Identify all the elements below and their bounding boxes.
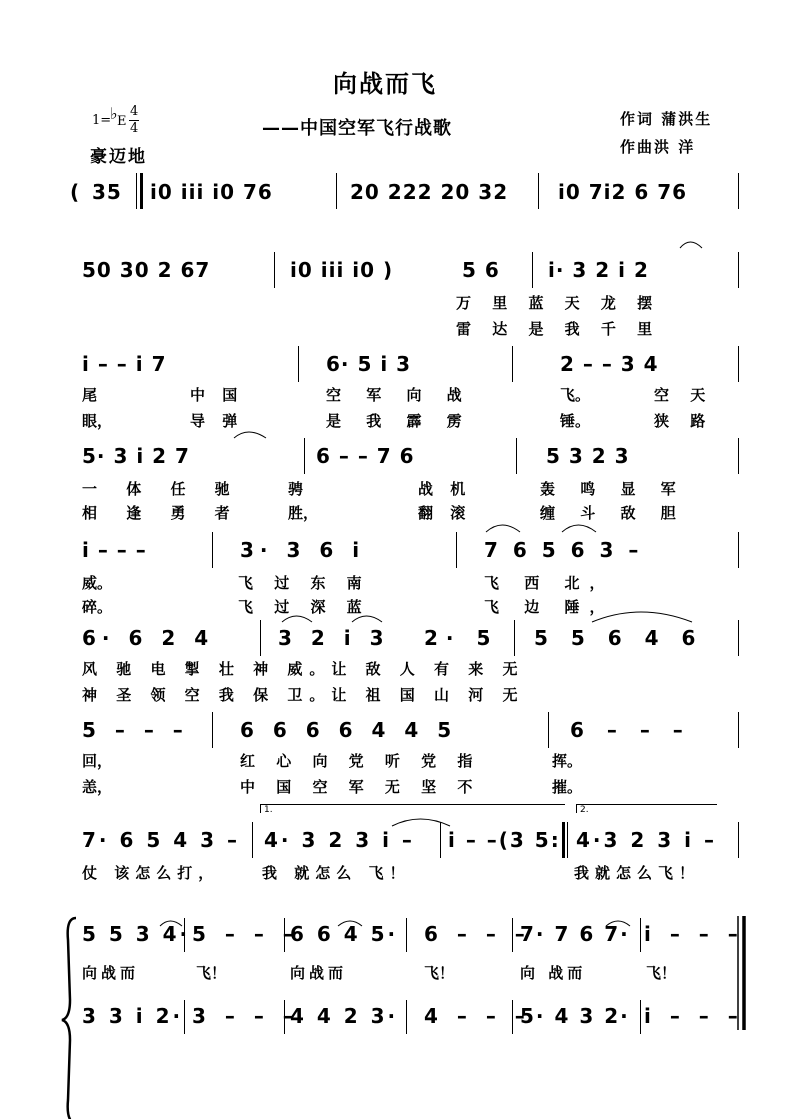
slur bbox=[392, 819, 450, 826]
measure: i0 iii i0 ) bbox=[290, 258, 394, 282]
measure-upper: 7· 7 6 7· bbox=[520, 922, 630, 946]
measure-lower: i – – – bbox=[644, 1004, 744, 1028]
lyric-verse-2: 胜， bbox=[288, 504, 319, 522]
measure: 4·3 2 3 i – bbox=[576, 828, 717, 852]
measure: 2· 5 bbox=[424, 626, 499, 650]
barline bbox=[284, 918, 285, 952]
lyric-verse-1: 空 天 bbox=[654, 386, 714, 404]
lyric-line: 飞！ bbox=[646, 964, 677, 982]
lyric-line: 仗 该怎么打， bbox=[82, 864, 220, 882]
barline bbox=[284, 1000, 285, 1034]
lyricist-credit: 作词 蒲洪生 bbox=[620, 110, 713, 128]
measure: 4· 3 2 3 i – bbox=[264, 828, 415, 852]
measure-lower: 5· 4 3 2· bbox=[520, 1004, 630, 1028]
measure: i· 3 2 i 2 bbox=[548, 258, 649, 282]
measure-lower: 3 3 i 2· bbox=[82, 1004, 184, 1028]
measure: 6· 6 2 4 bbox=[82, 626, 215, 650]
lyric-verse-2: 锤。 bbox=[560, 412, 591, 430]
measure: 7· 6 5 4 3 – bbox=[82, 828, 240, 852]
lyric-verse-2: 相 逢 勇 者 bbox=[82, 504, 242, 522]
lyric-verse-2: 导 弹 bbox=[190, 412, 244, 430]
measure: 5 3 2 3 bbox=[546, 444, 630, 468]
lyric-verse-2: 雷 达 是 我 千 里 bbox=[456, 320, 661, 338]
measure-upper: 5 – – – bbox=[192, 922, 299, 946]
volta-2-label: 2. bbox=[580, 805, 589, 815]
slur bbox=[486, 525, 520, 532]
measure: i0 iii i0 76 bbox=[150, 180, 273, 204]
measure: 6 – – 7 6 bbox=[316, 444, 415, 468]
barline bbox=[512, 1000, 513, 1034]
song-subtitle: ——中国空军飞行战歌 bbox=[262, 118, 452, 139]
measure: 7 6 5 6 3 – bbox=[484, 538, 643, 562]
composer-credit: 作曲洪 洋 bbox=[620, 138, 696, 156]
measure-upper: i – – – bbox=[644, 922, 744, 946]
measure: 3 2 i 3 bbox=[278, 626, 390, 650]
measure: i – – – bbox=[82, 538, 147, 562]
lyric-verse-2: 缠 斗 敌 胆 bbox=[540, 504, 686, 522]
lyric-verse-1: 回， bbox=[82, 752, 113, 770]
lyric-verse-1: 红 心 向 党 听 党 指 bbox=[240, 752, 481, 770]
lyric-line: 向 战而 bbox=[520, 964, 587, 982]
measure: 6 – – – bbox=[570, 718, 691, 742]
lyric-verse-2: 飞 过 深 蓝 bbox=[238, 598, 370, 616]
lyric-verse-1: 威。 bbox=[82, 574, 113, 592]
barline bbox=[406, 918, 407, 952]
lyric-verse-1: 尾 bbox=[82, 386, 98, 404]
lyric-verse-2: 碎。 bbox=[82, 598, 113, 616]
measure: 5· 3 i 2 7 bbox=[82, 444, 190, 468]
measure: 50 30 2 67 bbox=[82, 258, 211, 282]
key-label: 1= bbox=[92, 113, 112, 128]
lyric-verse-1: 飞 过 东 南 bbox=[238, 574, 370, 592]
measure: 2 – – 3 4 bbox=[560, 352, 659, 376]
lyric-verse-2: 中 国 空 军 无 坚 不 bbox=[240, 778, 481, 796]
lyric-verse-2: 恙， bbox=[82, 778, 113, 796]
measure: 6· 5 i 3 bbox=[326, 352, 412, 376]
lyric-line: 向战而 bbox=[82, 964, 140, 982]
lyric-line: 我 就怎么 飞！ bbox=[262, 864, 411, 882]
measure: 3· 3 6 i bbox=[240, 538, 366, 562]
measure-upper: 6 – – – bbox=[424, 922, 531, 946]
lyric-verse-1: 飞。 bbox=[560, 386, 591, 404]
slur bbox=[234, 432, 266, 438]
measure: i – – i 7 bbox=[82, 352, 167, 376]
measure: 20 222 20 32 bbox=[350, 180, 509, 204]
lyric-verse-2: 翻 滚 bbox=[418, 504, 472, 522]
measure: i – –(3 5: bbox=[448, 828, 561, 852]
slur bbox=[680, 242, 702, 248]
lyric-line: 飞！ bbox=[424, 964, 455, 982]
barline bbox=[640, 1000, 641, 1034]
lyric-line: 飞！ bbox=[196, 964, 227, 982]
measure: 6 6 6 6 4 4 5 bbox=[240, 718, 458, 742]
lyric-verse-1: 空 军 向 战 bbox=[326, 386, 472, 404]
lyric-line: 我就怎么飞！ bbox=[574, 864, 701, 882]
measure: 35 bbox=[92, 180, 122, 204]
intro-paren: ( bbox=[70, 180, 81, 204]
barline bbox=[406, 1000, 407, 1034]
lyric-verse-2: 摧。 bbox=[552, 778, 583, 796]
lyric-verse-2: 是 我 霹 雳 bbox=[326, 412, 472, 430]
system-brace bbox=[62, 918, 76, 1119]
measure-upper: 5 5 3 4· bbox=[82, 922, 191, 946]
song-title: 向战而飞 bbox=[333, 70, 437, 98]
measure: 5 6 bbox=[462, 258, 500, 282]
key-note: E bbox=[117, 114, 127, 129]
lyric-verse-2: 眼， bbox=[82, 412, 113, 430]
time-bottom: 4 bbox=[130, 121, 139, 136]
lyric-verse-1: 中 国 bbox=[190, 386, 244, 404]
measure-lower: 4 – – – bbox=[424, 1004, 531, 1028]
lyric-verse-1: 万 里 蓝 天 龙 摆 bbox=[456, 294, 661, 312]
measure: 5 5 6 4 6 bbox=[534, 626, 704, 650]
barline bbox=[184, 918, 185, 952]
barline bbox=[640, 918, 641, 952]
time-top: 4 bbox=[130, 104, 139, 119]
tempo-marking: 豪迈地 bbox=[90, 147, 147, 167]
barline bbox=[184, 1000, 185, 1034]
lyric-verse-2: 飞 边 陲， bbox=[484, 598, 615, 616]
measure: i0 7i2 6 76 bbox=[558, 180, 688, 204]
slur bbox=[592, 612, 692, 622]
slur bbox=[282, 616, 312, 622]
lyric-verse-1: 挥。 bbox=[552, 752, 583, 770]
lyric-verse-1: 飞 西 北， bbox=[484, 574, 615, 592]
lyric-verse-1: 一 体 任 驰 bbox=[82, 480, 242, 498]
measure-upper: 6 6 4 5· bbox=[290, 922, 399, 946]
flat-sign: ♭ bbox=[110, 104, 118, 123]
lyric-line: 向战而 bbox=[290, 964, 348, 982]
lyric-verse-1: 骋 bbox=[288, 480, 304, 498]
lyric-verse-2: 神 圣 领 空 我 保 卫。让 祖 国 山 河 无 bbox=[82, 686, 525, 704]
measure-lower: 3 – – – bbox=[192, 1004, 299, 1028]
slur bbox=[562, 525, 596, 532]
slur bbox=[352, 616, 382, 622]
barline bbox=[512, 918, 513, 952]
lyric-verse-2: 狭 路 bbox=[654, 412, 714, 430]
measure: 5 – – – bbox=[82, 718, 189, 742]
lyric-verse-1: 轰 鸣 显 军 bbox=[540, 480, 686, 498]
lyric-verse-1: 风 驰 电 掣 壮 神 威。让 敌 人 有 来 无 bbox=[82, 660, 525, 678]
lyric-verse-1: 战 机 bbox=[418, 480, 472, 498]
volta-1-label: 1. bbox=[264, 805, 273, 815]
measure-lower: 4 4 2 3· bbox=[290, 1004, 399, 1028]
